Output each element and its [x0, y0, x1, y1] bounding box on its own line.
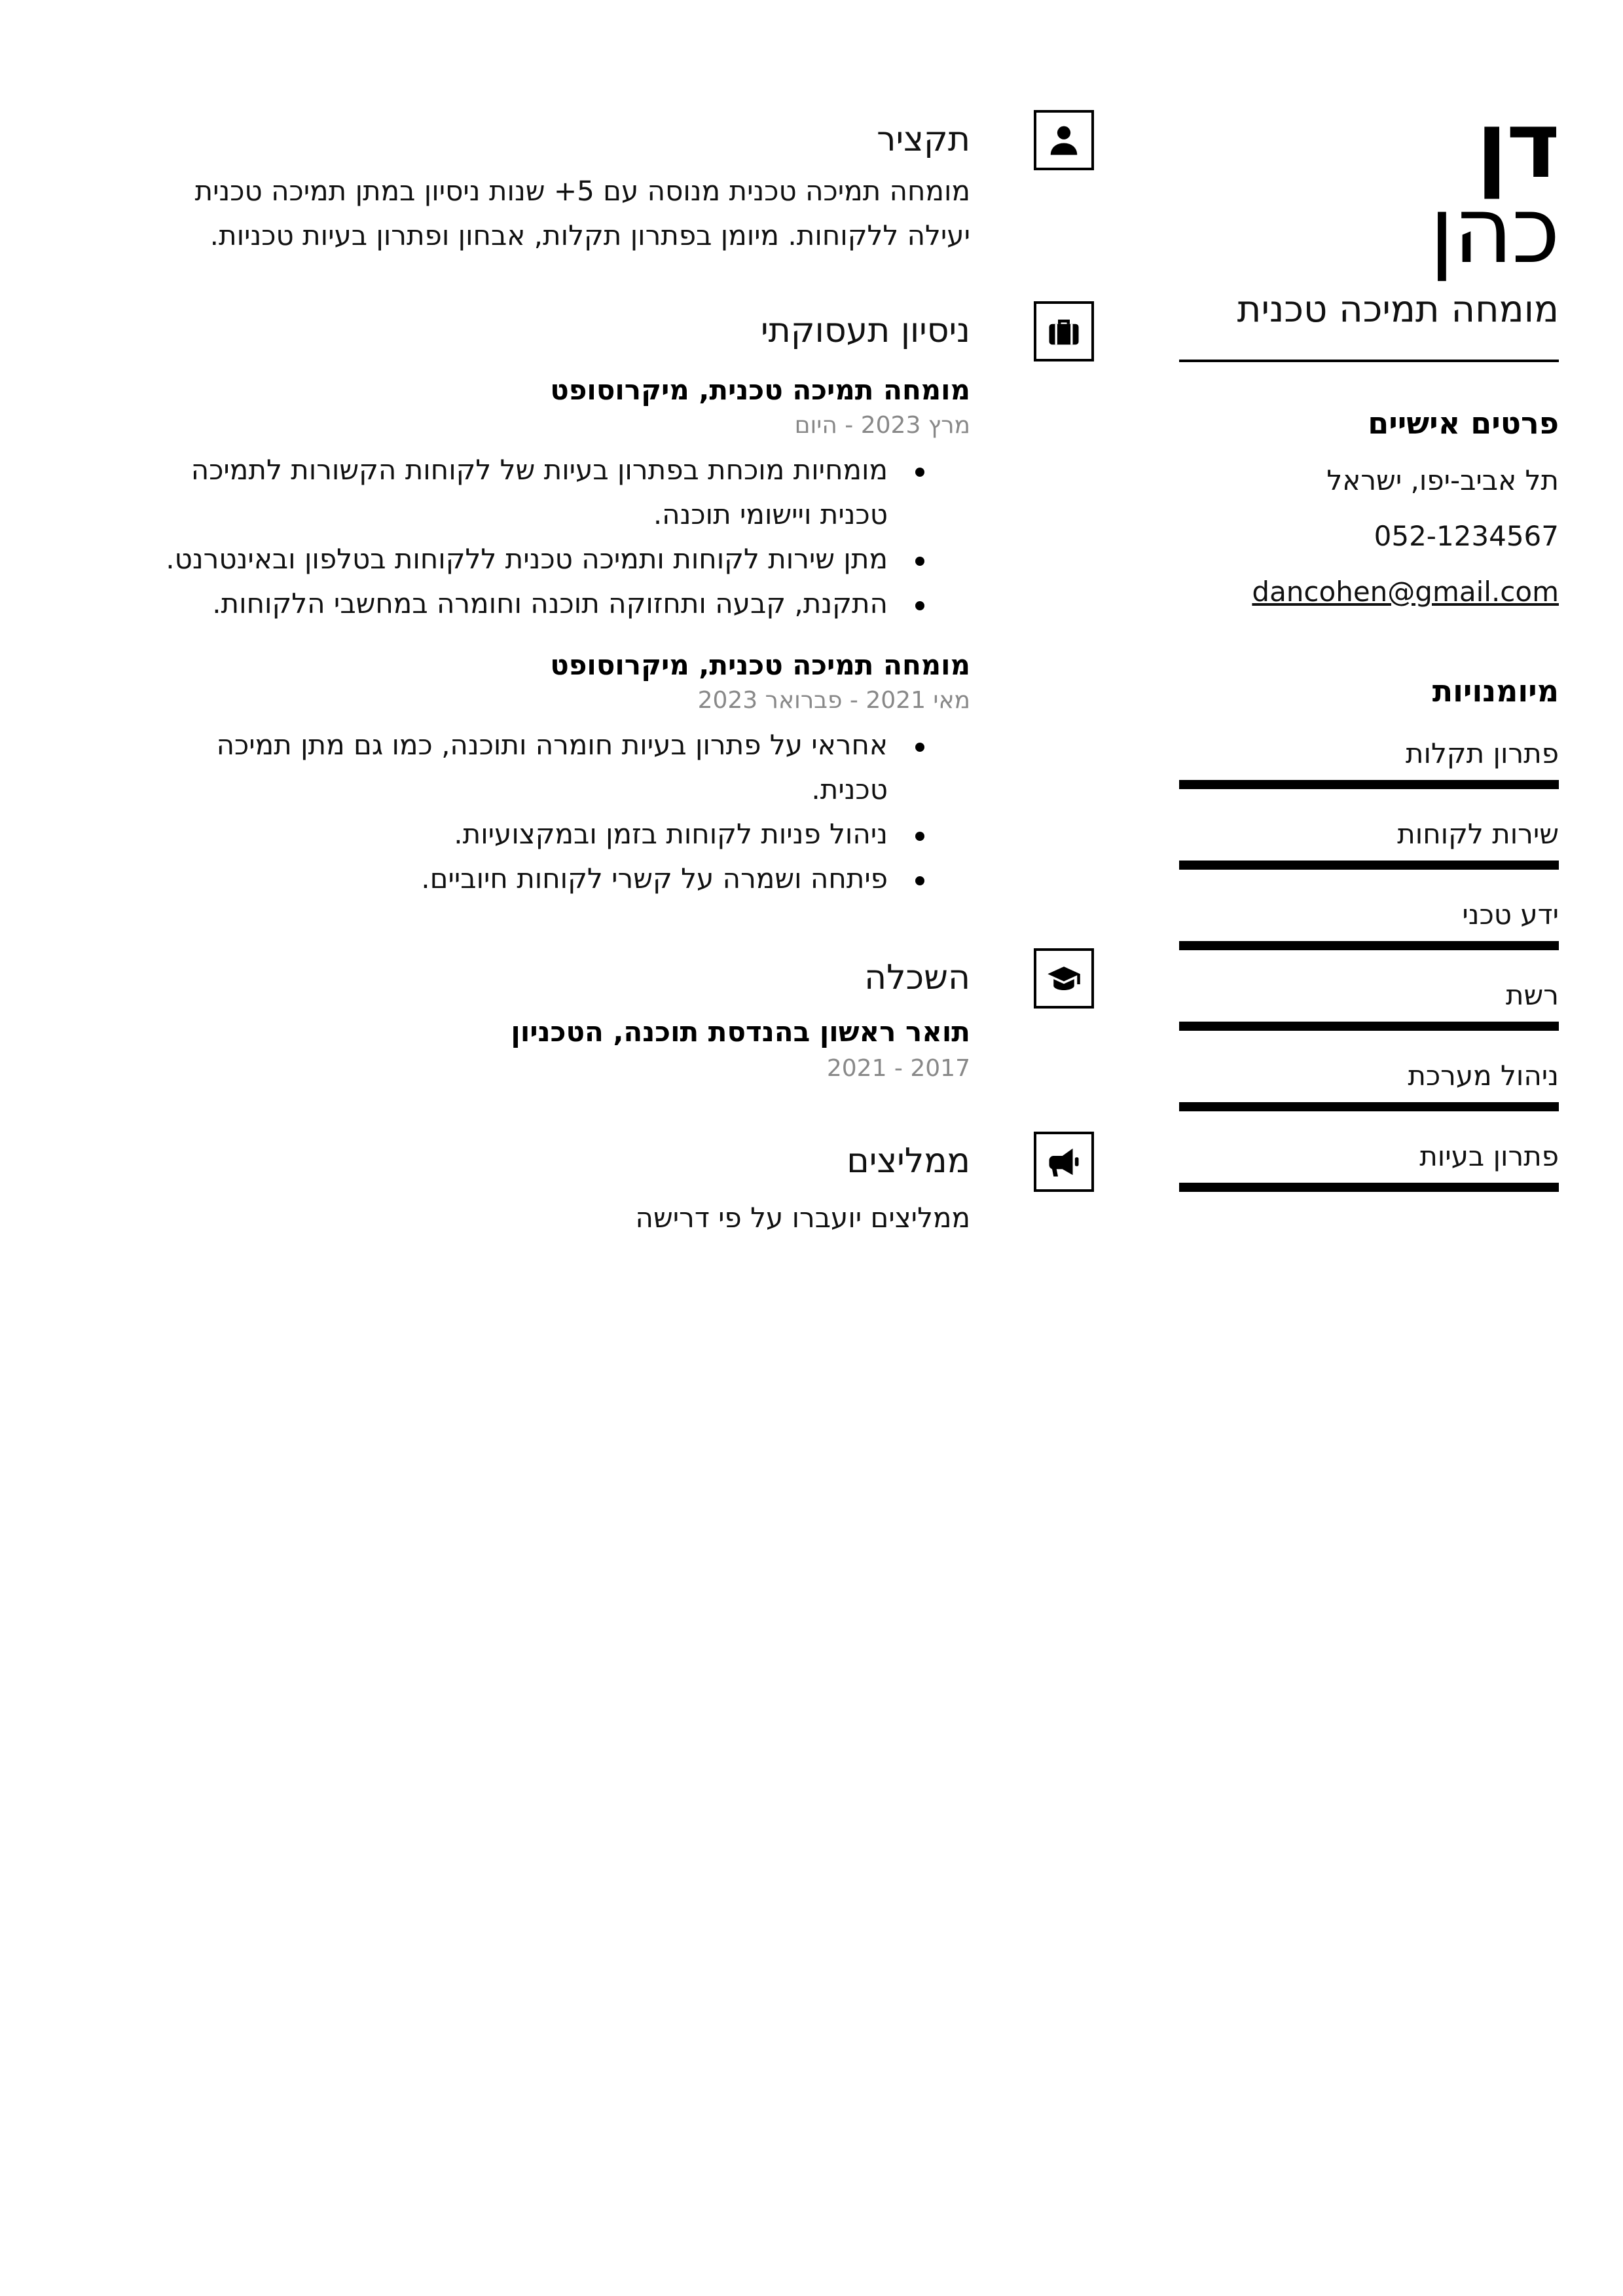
skill-label: רשת	[1505, 979, 1559, 1011]
job-bullets	[132, 448, 970, 626]
email-line	[1179, 576, 1559, 608]
skill-item	[1179, 979, 1559, 1031]
skill-item	[1179, 1060, 1559, 1111]
user-icon	[1034, 110, 1094, 170]
skill-label: פתרון בעיות	[1419, 1140, 1559, 1172]
briefcase-icon	[1034, 301, 1094, 361]
skill-item	[1179, 1140, 1559, 1192]
skill-item	[1179, 818, 1559, 870]
job-entry	[132, 371, 970, 626]
experience-title: ניסיון תעסוקתי	[760, 311, 970, 350]
job-dates: מרץ 2023 - היום	[794, 412, 970, 439]
job-position: מומחה תמיכה טכנית, מיקרוסופט	[550, 374, 970, 406]
skills-heading: מיומנויות	[1432, 673, 1559, 709]
skill-item	[1179, 898, 1559, 950]
skill-level-bar	[1179, 1102, 1559, 1111]
references-title: ממליצים	[847, 1141, 970, 1181]
job-dates: מאי 2021 - פברואר 2023	[697, 687, 970, 714]
job-bullet: ניהול פניות לקוחות בזמן ובמקצועיות.	[132, 812, 888, 857]
skill-label: פתרון תקלות	[1405, 737, 1559, 769]
job-bullet: מומחיות מוכחת בפתרון בעיות של לקוחות הקשורות לתמיכה טכנית ויישומי תוכנה.	[132, 448, 888, 537]
personal-details-heading: פרטים אישיים	[1368, 405, 1559, 441]
skill-label: ידע טכני	[1462, 898, 1559, 931]
skill-level-bar	[1179, 941, 1559, 950]
references-section	[132, 1132, 970, 1240]
references-text: ממליצים יועברו על פי דרישה	[635, 1202, 970, 1234]
education-degree: תואר ראשון בהנדסת תוכנה, הטכניון	[511, 1016, 970, 1048]
education-section	[132, 948, 970, 1084]
graduation-cap-icon	[1034, 948, 1094, 1009]
phone: 052-1234567	[1374, 520, 1559, 552]
skill-label: ניהול מערכת	[1408, 1060, 1559, 1092]
education-title: השכלה	[864, 958, 970, 997]
summary-text: מומחה תמיכה טכנית מנוסה עם 5+ שנות ניסיון במתן תמיכה טכנית יעילה ללקוחות. מיומן בפתרון תקלות, אבחון ופתרון בעיות טכניות.	[194, 175, 970, 251]
skill-level-bar	[1179, 780, 1559, 789]
sidebar	[1179, 92, 1559, 1192]
skill-level-bar	[1179, 861, 1559, 870]
main-content	[132, 110, 970, 1240]
skill-item	[1179, 737, 1559, 789]
email-link[interactable]: dancohen@gmail.com	[1252, 576, 1559, 608]
job-bullet: אחראי על פתרון בעיות חומרה ותוכנה, כמו גם מתן תמיכה טכנית.	[132, 723, 888, 812]
megaphone-icon	[1034, 1132, 1094, 1192]
experience-section	[132, 301, 970, 901]
job-bullet: התקנת, קבעה ותחזוקה תוכנה וחומרה במחשבי הלקוחות.	[132, 582, 888, 626]
skill-label: שירות לקוחות	[1397, 818, 1559, 850]
job-title: מומחה תמיכה טכנית	[1237, 288, 1559, 331]
first-name: דן	[1476, 92, 1559, 199]
education-years: 2017 - 2021	[826, 1055, 970, 1082]
sidebar-divider	[1179, 360, 1559, 362]
skill-level-bar	[1179, 1022, 1559, 1031]
job-bullet: פיתחה ושמרה על קשרי לקוחות חיוביים.	[132, 857, 888, 901]
job-position: מומחה תמיכה טכנית, מיקרוסופט	[550, 649, 970, 681]
last-name: כהן	[1429, 177, 1559, 284]
job-bullet: מתן שירות לקוחות ותמיכה טכנית ללקוחות בטלפון ובאינטרנט.	[132, 537, 888, 582]
location: תל אביב-יפו, ישראל	[1326, 464, 1559, 496]
job-bullets	[132, 723, 970, 901]
skill-level-bar	[1179, 1183, 1559, 1192]
job-entry	[132, 646, 970, 901]
summary-section	[132, 110, 970, 258]
summary-title: תקציר	[877, 120, 970, 159]
